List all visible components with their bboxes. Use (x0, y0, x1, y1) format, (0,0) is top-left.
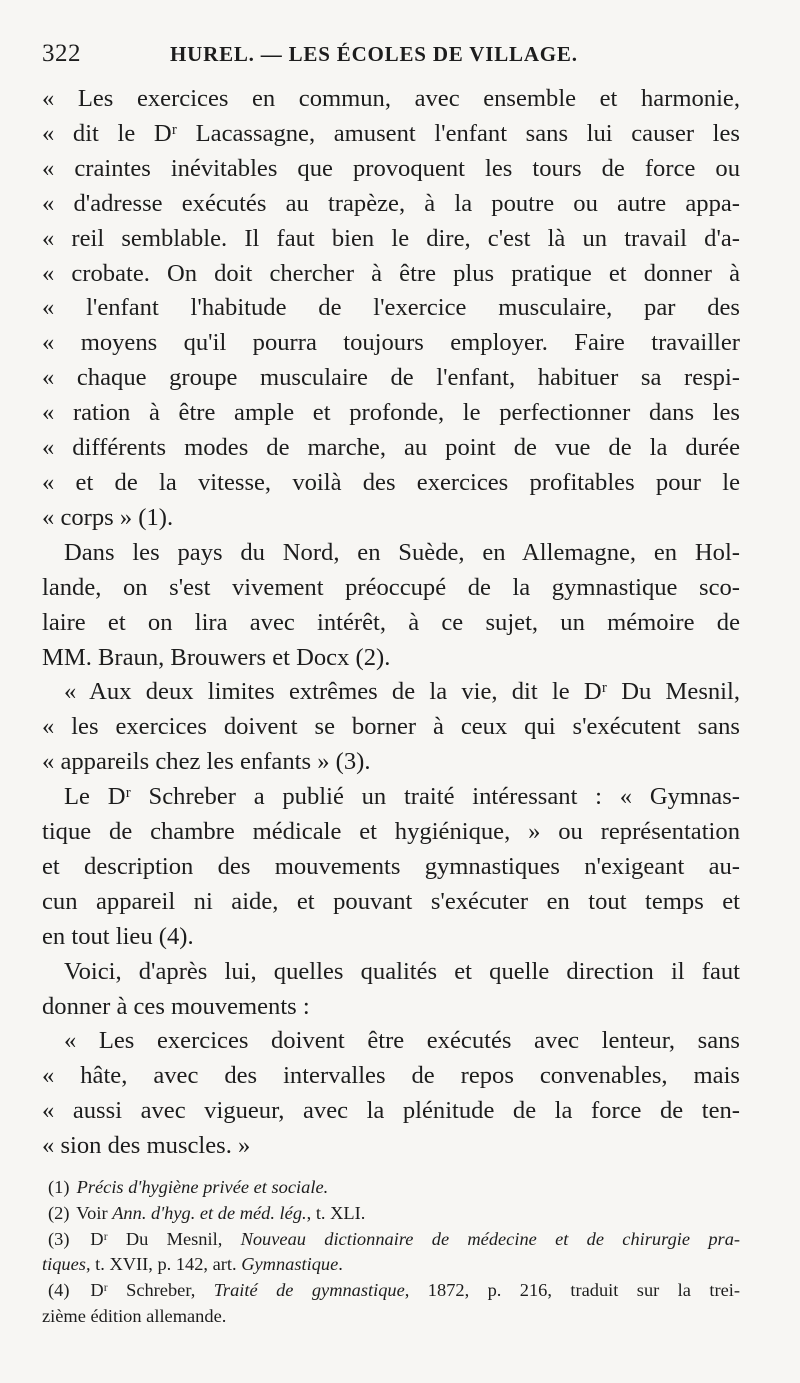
text-line: MM. Braun, Brouwers et Docx (2). (42, 643, 391, 671)
text-line: « les exercices doivent se borner à ceux qui s'exécutent sans (42, 713, 740, 741)
footnote-text: , t. XLI. (306, 1202, 366, 1223)
text-line: « d'adresse exécutés au trapèze, à la poutre ou autre appa- (42, 189, 740, 217)
text-line: « et de la vitesse, voilà des exercices profitables pour le (42, 468, 740, 496)
text-line: « chaque groupe musculaire de l'enfant, habituer sa respi- (42, 364, 740, 392)
text-line: « craintes inévitables que provoquent les tours de force ou (42, 154, 740, 182)
text-line: tique de chambre médicale et hygiénique, » ou représentation (42, 818, 740, 846)
text-line: lande, on s'est vivement préoccupé de la gymnastique sco- (42, 573, 740, 601)
text-line: cun appareil ni aide, et pouvant s'exécuter en tout temps et (42, 887, 740, 915)
text-line: Le Dʳ Schreber a publié un traité intéressant : « Gymnas- (64, 783, 740, 811)
footnote-text: , t. XVII, p. 142, art. (85, 1254, 242, 1275)
text-line: « corps » (1). (42, 503, 174, 531)
footnote-line (42, 1278, 740, 1304)
footnote-text: Voir (76, 1202, 113, 1223)
text-line: « sion des muscles. » (42, 1132, 251, 1160)
text-line: « Les exercices en commun, avec ensemble et harmonie, (42, 85, 740, 112)
text-line: « Les exercices doivent être exécutés avec lenteur, sans (64, 1027, 740, 1055)
text-line: « aussi avec vigueur, avec la plénitude de la force de ten- (42, 1097, 740, 1125)
text-line: laire et on lira avec intérêt, à ce sujet, un mémoire de (42, 608, 740, 636)
footnote-text: zième édition allemande. (42, 1306, 227, 1327)
page-number: 322 (42, 40, 81, 67)
paragraph (42, 536, 740, 676)
footnote-text: . (338, 1254, 343, 1275)
body-text (42, 82, 740, 1164)
text-line: « crobate. On doit chercher à être plus pratique et donner à (42, 259, 740, 287)
footnote-text: Nouveau dictionnaire de médecine et de chirurgie pra- (240, 1228, 741, 1249)
footnote-text: , 1872, p. 216, traduit sur la trei- (404, 1280, 740, 1301)
footnote-text: Dʳ Schreber, (90, 1280, 214, 1301)
footnotes (42, 1175, 740, 1330)
text-line: « reil semblable. Il faut bien le dire, c'est là un travail d'a- (42, 224, 740, 252)
text-line: « moyens qu'il pourra toujours employer. Faire travailler (42, 329, 740, 357)
footnote-line (42, 1227, 740, 1253)
footnote-text: tiques (42, 1254, 86, 1275)
footnote-line (42, 1252, 740, 1278)
text-line: « appareils chez les enfants » (3). (42, 748, 371, 776)
footnote-number: (2) (48, 1202, 70, 1223)
paragraph (42, 955, 740, 1025)
paragraph (42, 780, 740, 955)
footnote-text: Dʳ Du Mesnil, (90, 1228, 241, 1249)
page-header (42, 38, 740, 82)
text-line: « hâte, avec des intervalles de repos convenables, mais (42, 1062, 740, 1090)
footnote-text: Précis d'hygiène privée et sociale. (76, 1177, 329, 1198)
text-line: « ration à être ample et profonde, le perfectionner dans les (42, 399, 740, 427)
footnote-text: Gymnastique (241, 1254, 339, 1275)
footnote-line (42, 1175, 740, 1201)
footnote-number: (1) (48, 1177, 70, 1198)
text-line: donner à ces mouvements : (42, 992, 310, 1020)
footnote-text: Traité de gymnastique (213, 1280, 405, 1301)
text-line: Dans les pays du Nord, en Suède, en Allemagne, en Hol- (64, 538, 740, 566)
footnote-number: (3) (48, 1228, 70, 1249)
text-line: « l'enfant l'habitude de l'exercice musculaire, par des (42, 294, 740, 322)
text-line: en tout lieu (4). (42, 922, 194, 950)
text-line: « différents modes de marche, au point de vue de la durée (42, 434, 740, 462)
footnote-line (42, 1201, 740, 1227)
running-head: HUREL. — LES ÉCOLES DE VILLAGE. (170, 42, 578, 66)
text-line: Voici, d'après lui, quelles qualités et quelle direction il faut (64, 957, 740, 985)
footnote-number: (4) (48, 1280, 70, 1301)
paragraph (42, 1024, 740, 1164)
text-line: et description des mouvements gymnastiques n'exigeant au- (42, 852, 740, 880)
text-line: « Aux deux limites extrêmes de la vie, dit le Dʳ Du Mesnil, (64, 678, 740, 706)
footnote-line (42, 1304, 740, 1330)
text-line: « dit le Dʳ Lacassagne, amusent l'enfant sans lui causer les (42, 119, 740, 147)
paragraph (42, 675, 740, 780)
footnote-text: Ann. d'hyg. et de méd. lég. (112, 1202, 307, 1223)
paragraph (42, 82, 740, 536)
